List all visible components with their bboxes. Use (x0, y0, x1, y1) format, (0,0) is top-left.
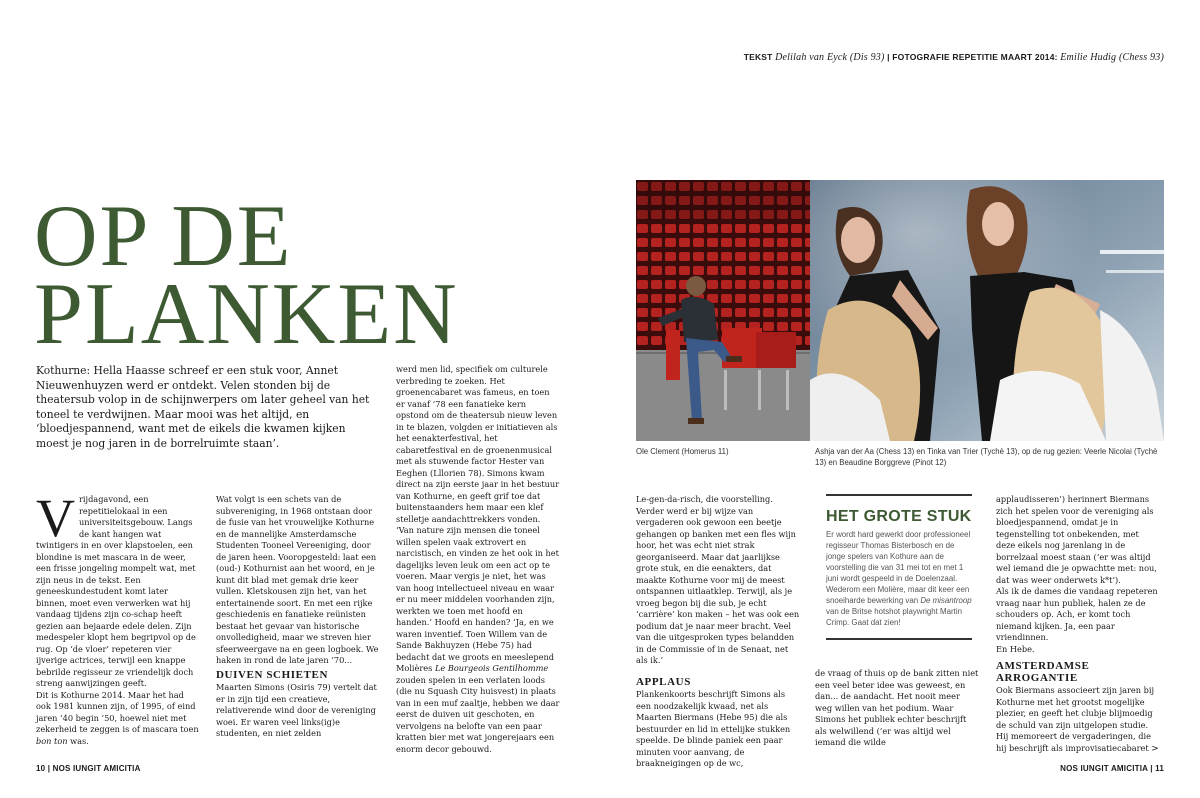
credit-author: Delilah van Eyck (Dis 93) (775, 52, 885, 63)
credit-photographer: Emilie Hudig (Chess 93) (1060, 52, 1164, 63)
col1-paragraph-1: rijdagavond, een repetitielokaal in een universiteitsgebouw. Langs de kant hangen wat twintigers in en over klapstoelen, een blondine is met mascara in de weer, een frisse jongeling mompelt wat, met zijn neus in de tekst. Een geneeskundestudent komt later binnen, moet even verwerken wat hij vandaag tijdens zijn co-schap heeft gezien aan bejaarde edele delen. Zijn medespeler klopt hem begripvol op de rug. Op ‘de vloer’ repeteren vier ijverige actrices, terwijl een knappe bebrilde regisseur ze vriendelijk doch streng aanwijzingen geeft. (36, 494, 196, 688)
box-text-italic: De misantroop (920, 596, 972, 605)
caption-left: Ole Clement (Homerus 11) (636, 447, 729, 456)
col6-paragraph-2: Als ik de dames die vandaag repeteren vraag naar hun publiek, halen ze de schouders op. Ach, er komt toch niemand kijken. Ja, een paar vriendinnen. (996, 586, 1158, 642)
box-text-main: Er wordt hard gewerkt door professioneel regisseur Thomas Bisterbosch en de jonge spelers van Kothure aan de voorstelling die van 31 mei tot en met 1 juni wordt gespeeld in de Doelenzaal. Wederom een Molière, maar dit keer een snoeiharde bewerking van (826, 530, 971, 605)
theater-seats-photo (636, 180, 810, 441)
footer-right-magazine-name: NOS IUNGIT AMICITIA (1060, 764, 1148, 773)
col6-paragraph-3: En Hebe. (996, 643, 1035, 654)
col4-paragraph-2: Plankenkoorts beschrijft Simons als een noodzakelijk kwaad, net als Maarten Biermans (Hebe 95) die als bestuurder en lid in ettelijke stukken speelde. De blinde paniek een paar minuten voor aanvang, de braakneigingen op de wc, (636, 689, 791, 768)
credit-line (744, 52, 1164, 63)
col6-paragraph-1: applaudisseren’) herinnert Biermans zich het spelen voor de vereniging als bloedjespannend, omdat je in tegenstelling tot onbekenden, met deze eikels nog jarenlang in de borrelzaal moest staan (‘er was altijd wel iemand die je opwachtte met: nou, dat was weer onderwets k*t’). (996, 494, 1157, 585)
title-line-2: PLANKEN (34, 266, 459, 363)
credit-photo-label: FOTOGRAFIE REPETITIE MAART 2014: (892, 52, 1058, 62)
credit-separator: | (887, 52, 890, 62)
box-text-end: van de Britse hotshot playwright Martin Crimp. Gaat dat zien! (826, 607, 962, 627)
col1-paragraph-2-end: was. (70, 735, 89, 746)
body-column-4 (636, 494, 800, 770)
col4-paragraph-1: Le-gen-da-risch, die voorstelling. Verder werd er bij wijze van vergaderen ook gewoon een beetje gehangen op banken met een fles wijn hoor, het was echt niet strak georganiseerd. Maar dat jaarlijkse grote stuk, en die eenakters, dat maakte Kothurne voor mij de meest ontspannen uitlaatklep. Terwijl, als je vroeg begon bij die sub, je echt ‘carrière’ kon maken – het was ook een podium dat je naar meer bracht. Veel van die uitgesproken types belandden in de Commissie of in de Senaat, net als ik.’ (636, 494, 800, 665)
sidebar-box-het-grote-stuk (826, 494, 972, 640)
box-title: HET GROTE STUK (826, 508, 972, 525)
actresses-photo (810, 180, 1164, 441)
subhead-applaus: APPLAUS (636, 675, 691, 688)
footer-left (36, 764, 141, 773)
footer-left-separator: | (47, 764, 51, 773)
footer-right-separator: | (1150, 764, 1153, 773)
photo-ole-clement (636, 180, 810, 441)
subhead-amsterdamse-arrogantie: AMSTERDAMSE ARROGANTIE (996, 660, 1090, 684)
box-text (826, 529, 972, 628)
page-number-left: 10 (36, 764, 46, 773)
title-line-1: OP DE (34, 188, 293, 285)
col5-paragraph-1: de vraag of thuis op de bank zitten niet een veel beter idee was geweest, en dan... de aandacht. Het nooit meer weg willen van het podium. Waar Simons het publiek echter beschrijft als welwillend (‘er was altijd wel iemand die wilde (815, 668, 979, 747)
col2-paragraph-1: Wat volgt is een schets van de subvereniging, in 1968 ontstaan door de fusie van het vrouwelijke Kothurne en de mannelijke Amsterdamsche Studenten Tooneel Vereeniging, door de jaren heen. Vooropgesteld: laat een (oud-) Kothurnist aan het woord, en je kunt dit blad met gemak drie keer vullen. Kletskousen zijn het, van het entertainende soort. En met een rijke geschiedenis en fanatieke reünisten bestaat het gevaar van historische onvolledigheid, maar we streven hier sfeerweergave na en geen logboek. We haken in rond de late jaren ’70... (216, 494, 379, 665)
caption-right: Ashja van der Aa (Chess 13) en Tinka van Trier (Tychè 13), op de rug gezien: Veerle Nicolai (Tychè 13) en Beaudine Borggreve (Pinot 12) (815, 447, 1158, 467)
col1-italic: bon ton (36, 735, 68, 746)
col6-paragraph-4: Ook Biermans associeert zijn jaren bij Kothurne met het grootst mogelijke plezier, en geeft het clubje blijmoedig de schuld van zijn uitgelopen studie. Hij memoreert de vergaderingen, die hij beschrijft als improvisatiecabaret (996, 685, 1155, 753)
col3-italic-title: Le Bourgeois Gentilhomme (434, 663, 549, 673)
col3-paragraph-1: werd men lid, specifiek om culturele verbreding te zoeken. Het groenencabaret was fameus, en toen er vanaf ’78 een fanatieke kern opstond om de theatersub nieuw leven in te blazen, volgden er initiatieven als het eenakterfestival, het cabaretfestival en de groenenmusical met als stuwende factor Hester van Eeghen (Lllorien 78). Simons kwam direct na zijn eerste jaar in het bestuur van Kothurne, en geeft grif toe dat buitenstaanders hem maar een klef stelletje aandachttrekkers vonden. ‘Van nature zijn mensen die toneel willen spelen vaak extrovert en narcistisch, en vinden ze het ook in het dagelijks leven leuk om een act op te voeren. Maar vergis je niet, het was van hoog intellectueel niveau en waar er nu meer middelen voorhanden zijn, werkten we toen met hoofd en handen.’ Hoofd en handen? ‘Ja, en we waren inventief. Toen Willem van de Sande Bakhuyzen (Hebe 75) had bedacht dat we groots en meeslepend Molières (396, 364, 560, 673)
article-title (34, 188, 459, 363)
col1-paragraph-2: Dit is Kothurne 2014. Maar het had ook 1981 kunnen zijn, of 1995, of eind jaren ’40 begin ’50, hoewel niet met zekerheid te zeggen is of mascara toen (36, 689, 199, 734)
continue-arrow-icon: > (1151, 743, 1159, 754)
col2-paragraph-2: Maarten Simons (Osiris 79) vertelt dat er in zijn tijd een creatieve, relativerende wind door de vereniging woei. Er waren veel links(ig)e studenten, en niet zelden (216, 682, 377, 738)
credit-text-label: TEKST (743, 52, 773, 62)
subhead-duiven-schieten: DUIVEN SCHIETEN (216, 668, 328, 681)
footer-right (1060, 764, 1164, 773)
drop-cap: V (36, 488, 75, 548)
body-column-5 (815, 668, 979, 749)
col3-paragraph-1-end: zouden spelen in een verlaten loods (die nu Squash City huisvest) in plaats van in een muf zaaltje, hebben we daar eerst de duiven uit geschoten, en vervolgens na belofte van een paar kratten bier met wat jongerejaars een enorm decor gebouwd. (396, 674, 560, 754)
body-column-2 (216, 494, 380, 740)
footer-left-magazine-name: NOS IUNGIT AMICITIA (52, 764, 141, 773)
body-column-6 (996, 494, 1160, 755)
photo-actresses (810, 180, 1164, 441)
body-column-3 (396, 364, 560, 755)
intro-paragraph: Kothurne: Hella Haasse schreef er een stuk voor, Annet Nieuwenhuyzen werd er ontdekt. Velen stonden bij de theatersub volop in de schijnwerpers om later geheel van het toneel te verdwijnen. Maar mooi was het altijd, en ‘bloedjespannend, want met de eikels die kwamen kijken moest je nog jaren in de borrelruimte staan’. (36, 364, 370, 450)
body-column-1 (36, 488, 200, 747)
page-number-right: 11 (1155, 764, 1164, 773)
